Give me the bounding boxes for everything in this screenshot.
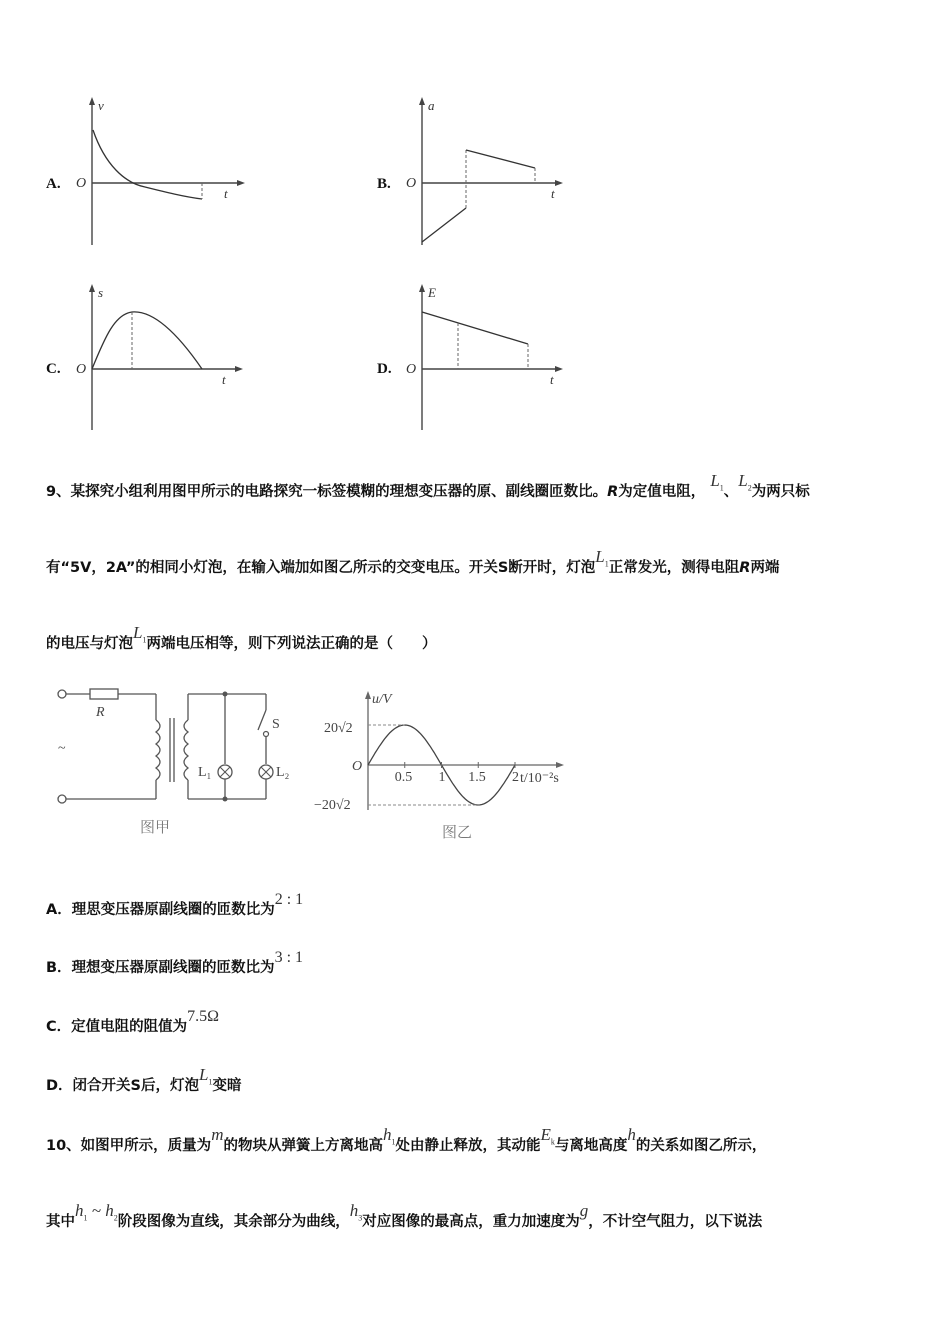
q9-option-b[interactable] [46,949,304,977]
h-symbol: h [627,1125,636,1144]
q9-text: 9、某探究小组利用图甲所示的电路探究一标签模糊的理想变压器的原、副线圈匝数比。 [46,484,608,500]
voltage-graph-xlabel: t/10⁻²s [520,771,559,786]
voltage-graph-xtick-label: 0.5 [394,770,413,785]
circuit-l1-label: L₁ [198,765,212,780]
voltage-graph-x-arrow [556,762,564,768]
graph-c-letter: C. [46,361,61,377]
voltage-graph-xtick-label: 1.5 [468,770,486,785]
graph-b-xlabel: t [551,186,555,201]
option-letter: C． [46,1019,72,1035]
q10-line-1 [46,1125,767,1156]
circuit-r-label: R [96,705,105,720]
resistor-symbol: R [607,484,619,500]
graph-d-y-arrow [419,284,425,292]
option-math: $L_1$ [199,1065,213,1087]
h3-symbol: $h_3$ [349,1201,363,1223]
q9-text: 有“5V，2A”的相同小灯泡，在输入端加如图乙所示的交变电压。开关S断开时，灯泡 [46,560,596,576]
graph-d-x-arrow [555,366,563,372]
velocity-time-graph [70,95,250,250]
option-letter: B． [46,960,72,976]
q10-text: 的物块从弹簧上方离地高 [223,1138,383,1154]
q9-text: 的电压与灯泡 [46,636,133,652]
q10-text: 阶段图像为直线，其余部分为曲线， [117,1214,350,1230]
option-tail: 变暗 [212,1078,242,1094]
lamp-l2-symbol: $L_2$ [738,471,752,493]
voltage-graph-origin: O [352,759,363,774]
acceleration-time-graph [400,95,570,250]
option-letter: D． [46,1078,73,1094]
resistor-symbol: R [739,560,751,576]
option-text: 理想变压器原副线圈的匝数比为 [71,960,275,976]
graph-b-letter: B. [377,176,391,192]
graph-d-xlabel: t [550,372,554,387]
option-text: 闭合开关S后，灯泡 [72,1078,199,1094]
lamp-l1-symbol: $L_1$ [710,471,724,493]
voltage-graph-ylabel: u/V [372,692,392,707]
ac-source-symbol: ~ [58,741,66,756]
mass-symbol: m [211,1125,224,1144]
switch-s [258,710,266,730]
graph-b-segment-1 [422,208,466,242]
graph-c-xlabel: t [222,372,226,387]
graph-a-xlabel: t [224,186,228,201]
q9-line-2 [46,547,780,578]
graph-a-curve [93,130,202,199]
voltage-graph-y-arrow [365,691,371,699]
option-math: 2 : 1 [274,891,304,908]
q10-text: ，不计空气阻力，以下说法 [588,1214,763,1230]
option-text: 理思变压器原副线圈的匝数比为 [71,902,275,918]
voltage-time-graph [310,685,590,845]
graph-c-y-arrow [89,284,95,292]
g-symbol: g [579,1201,589,1220]
q9-text: 两端电压相等，则下列说法正确的是（ ） [146,636,437,652]
graph-c-x-arrow [235,366,243,372]
graph-a-letter: A. [46,176,61,192]
option-letter: A． [46,902,72,918]
q9-text: 为两只标 [751,484,810,500]
q9-text: 为定值电阻， [618,484,706,500]
q9-separator: 、 [723,484,739,500]
graph-b-x-arrow [555,180,563,186]
q10-line-2 [46,1201,763,1232]
q10-text: 处由静止释放，其动能 [395,1138,541,1154]
circuit-s-label: S [272,717,280,732]
graph-c-origin: O [76,362,87,377]
graph-a-y-arrow [89,97,95,105]
input-terminal-bottom [58,795,66,803]
secondary-coil [184,720,188,780]
circuit-diagram [48,680,308,845]
primary-coil [156,720,160,780]
q9-text: 正常发光，测得电阻 [608,560,740,576]
graph-b-origin: O [406,176,417,191]
lamp-l1-symbol: $L_1$ [133,623,147,645]
graph-a-ylabel: v [98,98,104,113]
voltage-graph-caption: 图乙 [442,823,473,841]
q10-text: 与离地高度 [554,1138,628,1154]
graph-a-origin: O [76,176,87,191]
graph-b-segment-2 [466,150,535,168]
displacement-time-graph [70,282,250,432]
circuit-caption: 图甲 [140,818,171,836]
q8-graphs [0,0,950,440]
voltage-graph-xtick-label: 1 [438,770,446,785]
graph-a-x-arrow [237,180,245,186]
graph-d-ylabel: E [428,285,436,300]
q10-text: 的关系如图乙所示， [635,1138,767,1154]
h1-symbol: $h_1$ ~ $h_2$ [75,1201,118,1223]
option-math: 7.5Ω [187,1008,220,1025]
graph-d-line [422,312,528,344]
voltage-graph-ytick-bottom: −20√2 [314,798,351,813]
q10-text: 其中 [46,1214,75,1230]
graph-c-ylabel: s [98,285,104,300]
h1-symbol: $h_1$ [382,1125,396,1147]
circuit-l2-label: L₂ [276,765,290,780]
ek-symbol: $E_k$ [540,1125,555,1147]
q9-option-c[interactable] [46,1008,220,1036]
q10-text: 10、如图甲所示，质量为 [46,1138,212,1154]
voltage-graph-xtick-label: 2 [512,770,519,785]
q9-option-a[interactable] [46,891,304,919]
voltage-graph-ytick-top: 20√2 [324,721,353,736]
graph-c-curve [92,312,202,369]
lamp-l1-symbol: $L_1$ [595,547,609,569]
option-text: 定值电阻的阻值为 [71,1019,188,1035]
q9-text: 两端 [750,560,780,576]
graph-b-y-arrow [419,97,425,105]
q9-line-3 [46,623,437,654]
q10-text: 对应图像的最高点，重力加速度为 [362,1214,580,1230]
q9-line-1 [46,471,810,502]
graph-d-letter: D. [377,361,392,377]
option-math: 3 : 1 [274,949,304,966]
graph-d-origin: O [406,362,417,377]
energy-time-graph [400,282,570,432]
q9-option-d[interactable] [46,1065,242,1096]
graph-b-ylabel: a [428,98,435,113]
resistor-r [90,689,118,699]
input-terminal-top [58,690,66,698]
